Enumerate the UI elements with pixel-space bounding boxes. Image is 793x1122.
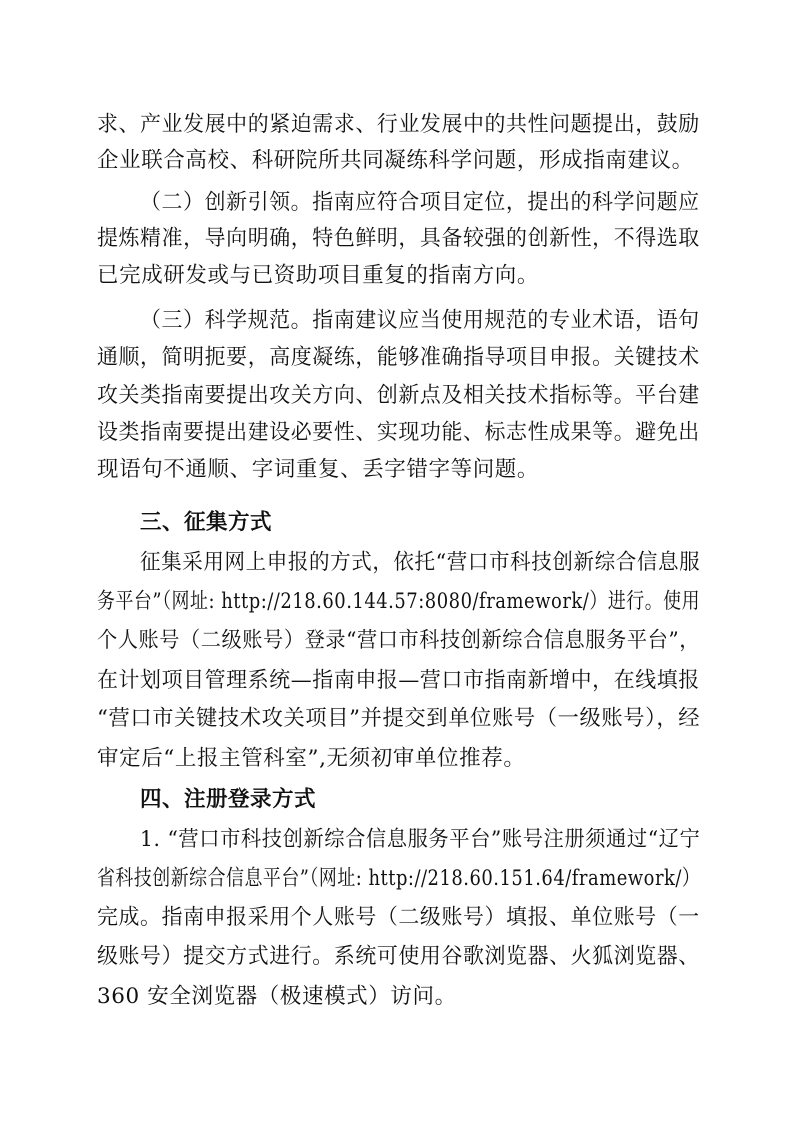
body-line: 审定后“上报主管科室”,无须初审单位推荐。 (97, 746, 526, 771)
body-line: 已完成研发或与已资助项目重复的指南方向。 (97, 263, 540, 288)
body-line: 务平台”（网址: http://218.60.144.57:8080/framework/）进行。使用 (97, 589, 701, 614)
body-line: 企业联合高校、科研院所共同凝练科学问题，形成指南建议。 (97, 148, 694, 173)
body-line: 通顺，简明扼要，高度凝练，能够准确指导项目申报。关键技术 (97, 345, 700, 370)
section-paragraph-start: 征集采用网上申报的方式，依托“营口市科技创新综合信息服 (140, 550, 701, 575)
body-line: 现语句不通顺、字词重复、丢字错字等问题。 (97, 457, 540, 482)
body-line: “营口市关键技术攻关项目”并提交到单位账号（一级账号），经 (97, 706, 701, 731)
body-line: 完成。指南申报采用个人账号（二级账号）填报、单位账号（一 (97, 905, 700, 930)
body-line: 提炼精准，导向明确，特色鲜明，具备较强的创新性，不得选取 (97, 226, 700, 251)
section-heading: 四、注册登录方式 (140, 787, 317, 812)
body-line: 级账号）提交方式进行。系统可使用谷歌浏览器、火狐浏览器、 (97, 944, 700, 969)
body-line: 求、产业发展中的紧迫需求、行业发展中的共性问题提出，鼓励 (97, 112, 700, 137)
body-line: 省科技创新综合信息平台”（网址: http://218.60.151.64/framework/） (97, 866, 701, 891)
section-paragraph-start: 1. “营口市科技创新综合信息服务平台”账号注册须通过“辽宁 (140, 827, 701, 852)
section-heading: 三、征集方式 (140, 510, 273, 535)
body-line: 个人账号（二级账号）登录“营口市科技创新综合信息服务平台”， (97, 628, 700, 653)
section-paragraph-start: （二）创新引领。指南应符合项目定位，提出的科学问题应 (140, 190, 700, 215)
body-line: 攻关类指南要提出攻关方向、创新点及相关技术指标等。平台建 (97, 383, 700, 408)
body-line: 在计划项目管理系统—指南申报—营口市指南新增中，在线填报 (97, 668, 700, 693)
body-line: 360 安全浏览器（极速模式）访问。 (97, 984, 457, 1009)
body-line: 设类指南要提出建设必要性、实现功能、标志性成果等。避免出 (97, 420, 700, 445)
section-paragraph-start: （三）科学规范。指南建议应当使用规范的专业术语，语句 (140, 308, 700, 333)
